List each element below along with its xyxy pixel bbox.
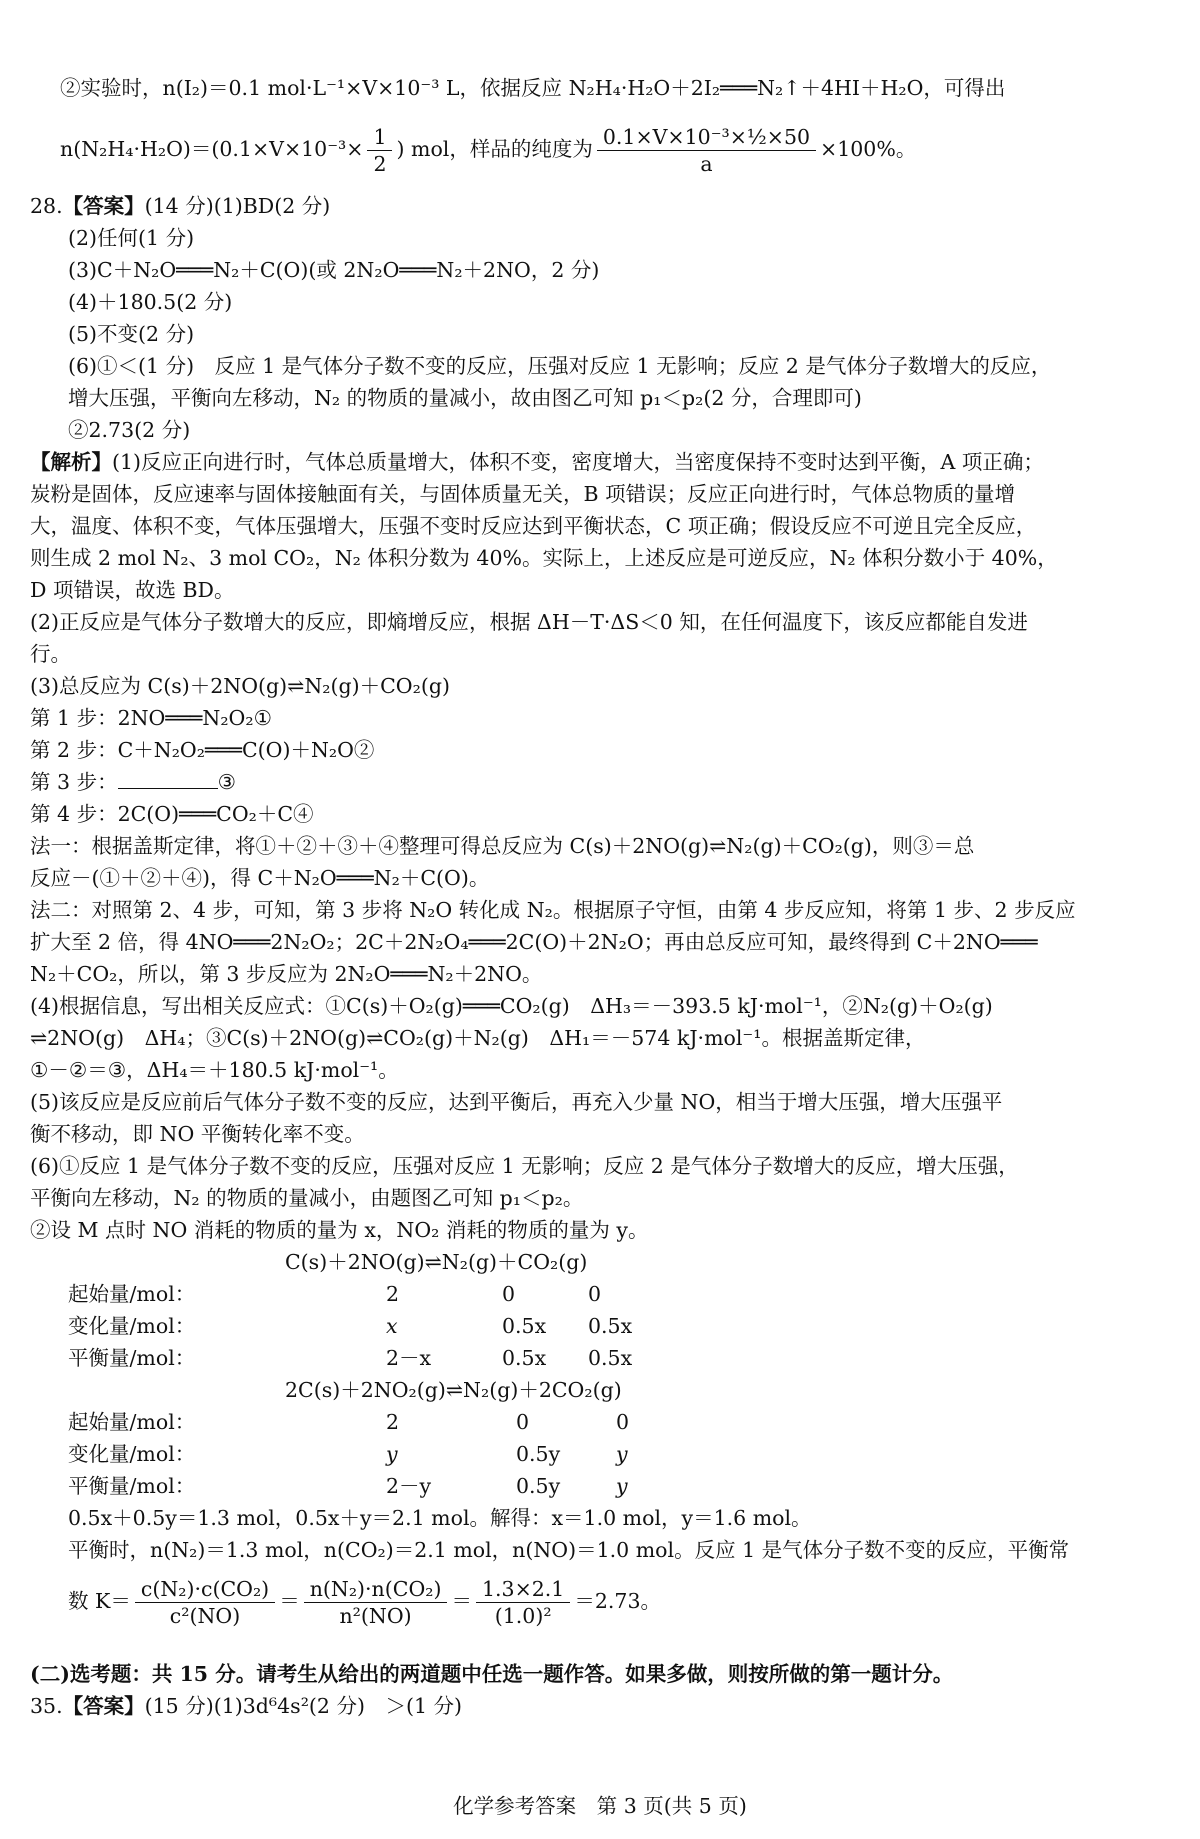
analysis-2-line1: (2)正反应是气体分子数增大的反应，即熵增反应，根据 ΔH－T·ΔS＜0 知，在任何温度下，该反应都能自发进	[30, 610, 1028, 634]
equation-1: C(s)＋2NO(g)⇌N₂(g)＋CO₂(g)	[285, 1250, 588, 1274]
q28-answer-6-line2: 增大压强，平衡向左移动，N₂ 的物质的量减小，故由图乙可知 p₁＜p₂(2 分，合理即可)	[68, 386, 862, 410]
table-cell: 0	[616, 1410, 630, 1434]
analysis-6-2: ②设 M 点时 NO 消耗的物质的量为 x，NO₂ 消耗的物质的量为 y。	[30, 1218, 649, 1242]
analysis-6-line2: 平衡向左移动，N₂ 的物质的量减小，由题图乙可知 p₁＜p₂。	[30, 1186, 584, 1210]
table-cell: 0.5x	[502, 1346, 547, 1370]
section-2-heading: (二)选考题：共 15 分。请考生从给出的两道题中任选一题作答。如果多做，则按所做的第一题计分。	[30, 1662, 954, 1686]
row-label-change: 变化量/mol：	[68, 1314, 196, 1338]
table-cell: x	[386, 1314, 398, 1338]
table-cell: y	[386, 1442, 398, 1466]
table-cell: 0.5x	[588, 1314, 633, 1338]
half-fraction: $\frac{1}{2}$	[367, 124, 392, 177]
equation-2: 2C(s)＋2NO₂(g)⇌N₂(g)＋2CO₂(g)	[285, 1378, 622, 1402]
method-2-line2: 扩大至 2 倍，得 4NO═══2N₂O₂；2C＋2N₂O₄═══2C(O)＋2N₂O；再由总反应可知，最终得到 C＋2NO═══	[30, 930, 1038, 954]
q28-answer-5: (5)不变(2 分)	[68, 322, 195, 346]
analysis-4-line2: ⇌2NO(g) ΔH₄；③C(s)＋2NO(g)⇌CO₂(g)＋N₂(g) ΔH₁＝－574 kJ·mol⁻¹。根据盖斯定律，	[30, 1026, 926, 1050]
intro-line-1: ②实验时，n(I₂)＝0.1 mol·L⁻¹×V×10⁻³ L，依据反应 N₂H₄·H₂O＋2I₂═══N₂↑＋4HI＋H₂O，可得出	[60, 76, 1006, 100]
page-footer: 化学参考答案 第 3 页(共 5 页)	[453, 1794, 747, 1818]
analysis-5-line1: (5)该反应是反应前后气体分子数不变的反应，达到平衡后，再充入少量 NO，相当于增大压强，增大压强平	[30, 1090, 1003, 1114]
q28-answer-2: (2)任何(1 分)	[68, 226, 195, 250]
analysis-1-line1: 【解析】(1)反应正向进行时，气体总质量增大，体积不变，密度增大，当密度保持不变时达到平衡，A 项正确；	[30, 450, 1044, 474]
analysis-3-total: (3)总反应为 C(s)＋2NO(g)⇌N₂(g)＋CO₂(g)	[30, 674, 450, 698]
method-1-line1: 法一：根据盖斯定律，将①＋②＋③＋④整理可得总反应为 C(s)＋2NO(g)⇌N₂(g)＋CO₂(g)，则③＝总	[30, 834, 975, 858]
k-fraction-values: $\frac{1.3\times 2.1}{\text{(1.0)²}}$	[476, 1576, 570, 1629]
table-cell: 0	[502, 1282, 516, 1306]
k-fraction-concentration: $\frac{\text{c(N₂)·c(CO₂)}}{\text{c²(NO)}}$	[135, 1576, 275, 1629]
analysis-1-line2: 炭粉是固体，反应速率与固体接触面有关，与固体质量无关，B 项错误；反应正向进行时，气体总物质的量增	[30, 482, 1016, 506]
solve-line: 0.5x＋0.5y＝1.3 mol，0.5x＋y＝2.1 mol。解得：x＝1.0 mol，y＝1.6 mol。	[68, 1506, 812, 1530]
table-cell: 0.5x	[502, 1314, 547, 1338]
q28-answer-3: (3)C＋N₂O═══N₂＋C(O)(或 2N₂O═══N₂＋2NO，2 分)	[68, 258, 600, 282]
row-label-change: 变化量/mol：	[68, 1442, 196, 1466]
analysis-1-line3: 大，温度、体积不变，气体压强增大，压强不变时反应达到平衡状态，C 项正确；假设反应不可逆且完全反应，	[30, 514, 1037, 538]
method-2-line1: 法二：对照第 2、4 步，可知，第 3 步将 N₂O 转化成 N₂。根据原子守恒，由第 4 步反应知，将第 1 步、2 步反应	[30, 898, 1076, 922]
k-fraction-amount: $\frac{\text{n(N₂)·n(CO₂)}}{\text{n²(NO)}}$	[304, 1576, 448, 1629]
analysis-5-line2: 衡不移动，即 NO 平衡转化率不变。	[30, 1122, 365, 1146]
table-cell: 2－x	[386, 1346, 432, 1370]
table-cell: 0.5x	[588, 1346, 633, 1370]
table-cell: y	[616, 1442, 628, 1466]
method-1-line2: 反应－(①＋②＋④)，得 C＋N₂O═══N₂＋C(O)。	[30, 866, 490, 890]
step-4: 第 4 步：2C(O)═══CO₂＋C④	[30, 802, 314, 826]
analysis-2-line2: 行。	[30, 642, 71, 666]
table-cell: 0.5y	[516, 1474, 561, 1498]
table-cell: 0	[516, 1410, 530, 1434]
analysis-1-line4: 则生成 2 mol N₂、3 mol CO₂，N₂ 体积分数为 40%。实际上，上述反应是可逆反应，N₂ 体积分数小于 40%，	[30, 546, 1058, 570]
q28-answer-6-line1: (6)①＜(1 分) 反应 1 是气体分子数不变的反应，压强对反应 1 无影响；反应 2 是气体分子数增大的反应，	[68, 354, 1052, 378]
q28-answer-4: (4)＋180.5(2 分)	[68, 290, 233, 314]
row-label-equilibrium: 平衡量/mol：	[68, 1474, 196, 1498]
step-1: 第 1 步：2NO═══N₂O₂①	[30, 706, 272, 730]
table-cell: 2	[386, 1410, 400, 1434]
q35-heading: 35.【答案】(15 分)(1)3d⁶4s²(2 分) ＞(1 分)	[30, 1694, 463, 1718]
method-2-line3: N₂＋CO₂，所以，第 3 步反应为 2N₂O═══N₂＋2NO。	[30, 962, 543, 986]
step-3-blank	[118, 770, 218, 789]
analysis-4-line1: (4)根据信息，写出相关反应式：①C(s)＋O₂(g)═══CO₂(g) ΔH₃＝－393.5 kJ·mol⁻¹，②N₂(g)＋O₂(g)	[30, 994, 993, 1018]
table-cell: 2－y	[386, 1474, 432, 1498]
table-cell: y	[616, 1474, 628, 1498]
row-label-equilibrium: 平衡量/mol：	[68, 1346, 196, 1370]
intro-line-2: n(N₂H₄·H₂O)＝(0.1×V×10⁻³× $\frac{1}{2}$ ) mol，样品的纯度为 $\frac{\text{0.1×V×10⁻³×½×50}}{a}$ ×100%。	[60, 125, 917, 176]
q28-answer-6-2: ②2.73(2 分)	[68, 418, 191, 442]
analysis-4-line3: ①－②＝③，ΔH₄＝＋180.5 kJ·mol⁻¹。	[30, 1058, 399, 1082]
row-label-start: 起始量/mol：	[68, 1282, 196, 1306]
step-2: 第 2 步：C＋N₂O₂═══C(O)＋N₂O②	[30, 738, 375, 762]
row-label-start: 起始量/mol：	[68, 1410, 196, 1434]
q28-heading: 28.【答案】(14 分)(1)BD(2 分)	[30, 194, 331, 218]
equilibrium-constant-line: 数 K＝ $\frac{\text{c(N₂)·c(CO₂)}}{\text{c²(NO)}}$ ＝ $\frac{\text{n(N₂)·n(CO₂)}}{\text{n²(NO)}}$ ＝ $\frac{1.3\times 2.1}{\text{(1.0)²}}$ ＝2.73。	[68, 1577, 662, 1628]
equilibrium-amounts-line: 平衡时，n(N₂)＝1.3 mol，n(CO₂)＝2.1 mol，n(NO)＝1.0 mol。反应 1 是气体分子数不变的反应，平衡常	[68, 1538, 1070, 1562]
table-cell: 2	[386, 1282, 400, 1306]
step-3: 第 3 步： ③	[30, 770, 236, 794]
table-cell: 0	[588, 1282, 602, 1306]
purity-fraction: $\frac{\text{0.1×V×10⁻³×½×50}}{a}$	[597, 124, 816, 177]
analysis-1-line5: D 项错误，故选 BD。	[30, 578, 235, 602]
analysis-6-line1: (6)①反应 1 是气体分子数不变的反应，压强对反应 1 无影响；反应 2 是气体分子数增大的反应，增大压强，	[30, 1154, 1019, 1178]
table-cell: 0.5y	[516, 1442, 561, 1466]
